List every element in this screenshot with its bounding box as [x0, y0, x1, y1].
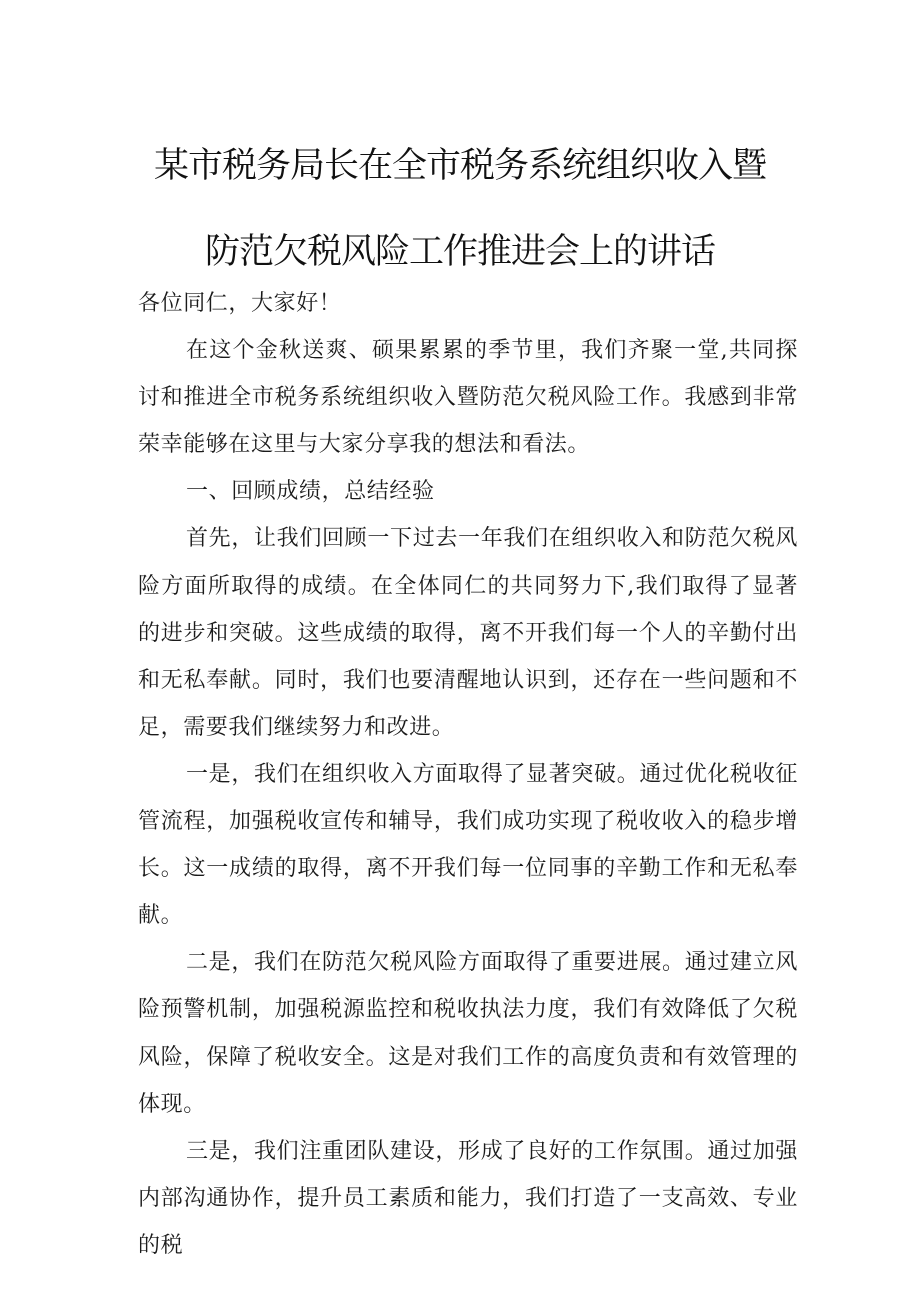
document-title-line-2: 防范欠税风险工作推进会上的讲话 — [204, 232, 715, 272]
paragraph: 三是，我们注重团队建设，形成了良好的工作氛围。通过加强内部沟通协作，提升员工素质和能力，我们打造了一支高效、专业的税 — [138, 1138, 798, 1258]
document-title-line-1: 某市税务局长在全市税务系统组织收入暨 — [153, 146, 766, 186]
paragraph: 一是，我们在组织收入方面取得了显著突破。通过优化税收征管流程，加强税收宣传和辅导，我们成功实现了税收收入的稳步增长。这一成绩的取得，离不开我们每一位同事的辛勤工作和无私奉献。 — [138, 761, 798, 929]
paragraph: 二是，我们在防范欠税风险方面取得了重要进展。通过建立风险预警机制，加强税源监控和税收执法力度，我们有效降低了欠税风险，保障了税收安全。这是对我们工作的高度负责和有效管理的体现。 — [138, 950, 798, 1117]
paragraph-intro: 在这个金秋送爽、硕果累累的季节里，我们齐聚一堂,共同探讨和推进全市税务系统组织收入暨防范欠税风险工作。我感到非常荣幸能够在这里与大家分享我的想法和看法。 — [138, 338, 798, 458]
document-body — [138, 280, 798, 1269]
greeting: 各位同仁，大家好！ — [138, 291, 342, 316]
section-heading: 一、回顾成绩，总结经验 — [186, 479, 435, 505]
paragraph: 首先，让我们回顾一下过去一年我们在组织收入和防范欠税风险方面所取得的成绩。在全体同仁的共同努力下,我们取得了显著的进步和突破。这些成绩的取得，离不开我们每一个人的辛勤付出和无私奉献。同时，我们也要清醒地认识到，还存在一些问题和不足，需要我们继续努力和改进。 — [138, 526, 798, 740]
